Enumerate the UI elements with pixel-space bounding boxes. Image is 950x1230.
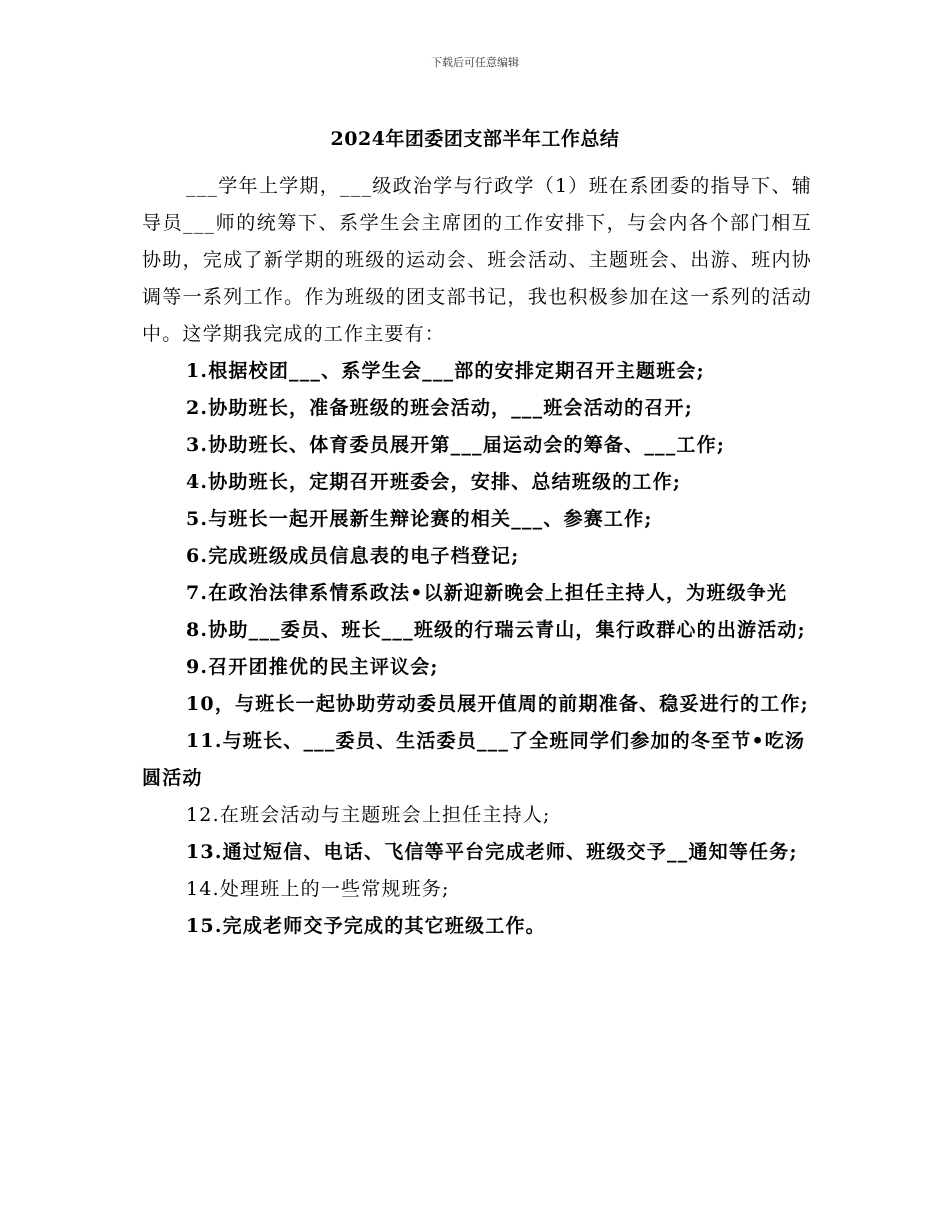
list-item: 15.完成老师交予完成的其它班级工作。 (186, 915, 546, 937)
header-note: 下载后可任意编辑 (431, 56, 519, 69)
list-item: 12.在班会活动与主题班会上担任主持人; (186, 804, 551, 826)
document-title: 2024年团委团支部半年工作总结 (330, 128, 620, 150)
list-item: 9.召开团推优的民主评议会; (186, 656, 439, 678)
intro-paragraph: ___学年上学期，___级政治学与行政学（1）班在系团委的指导下、辅导员___师的统筹下、系学生会主席团的工作安排下，与会内各个部门相互协助，完成了新学期的班级的运动会、班会活动、主题班会、出游、班内协调等一系列工作。作为班级的团支部书记，我也积极参加在这一系列的活动中。这学期我完成的工作主要有： (142, 175, 812, 345)
list-item: 1.根据校团___、系学生会___部的安排定期召开主题班会; (186, 360, 705, 382)
list-item: 6.完成班级成员信息表的电子档登记; (186, 545, 520, 567)
list-item: 14.处理班上的一些常规班务; (186, 878, 450, 900)
list-item: 7.在政治法律系情系政法•以新迎新晚会上担任主持人，为班级争光 (186, 582, 788, 604)
list-item: 10，与班长一起协助劳动委员展开值周的前期准备、稳妥进行的工作; (186, 693, 809, 715)
list-item: 11.与班长、___委员、生活委员___了全班同学们参加的冬至节•吃汤圆活动 (142, 730, 806, 789)
list-item: 3.协助班长、体育委员展开第___届运动会的筹备、___工作; (186, 434, 726, 456)
list-item: 8.协助___委员、班长___班级的行瑞云青山，集行政群心的出游活动; (186, 619, 806, 641)
list-item: 5.与班长一起开展新生辩论赛的相关___、参赛工作; (186, 508, 653, 530)
list-item: 13.通过短信、电话、飞信等平台完成老师、班级交予__通知等任务; (186, 841, 798, 863)
document-body (142, 168, 812, 945)
list-item: 2.协助班长，准备班级的班会活动，___班会活动的召开; (186, 397, 693, 419)
list-item: 4.协助班长，定期召开班委会，安排、总结班级的工作; (186, 471, 682, 493)
